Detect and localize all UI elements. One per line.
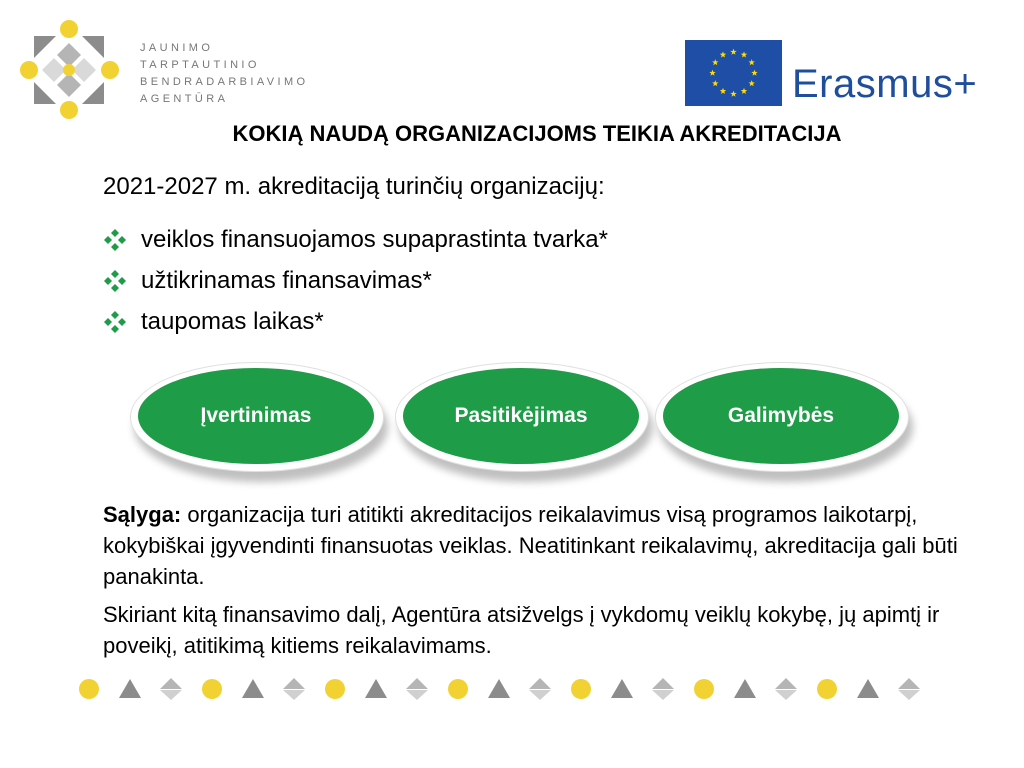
condition-label: Sąlyga: (103, 502, 182, 527)
grey-triangle-icon (488, 679, 510, 698)
grey-diamond-icon (652, 678, 674, 700)
bullet-label: užtikrinamas finansavimas* (141, 266, 432, 294)
grey-diamond-icon (283, 678, 305, 700)
oval-label: Įvertinimas (138, 368, 374, 464)
condition-block (103, 499, 983, 661)
oval-label: Galimybės (663, 368, 899, 464)
yellow-dot-icon (571, 679, 591, 699)
bullet-label: taupomas laikas* (141, 307, 324, 335)
yellow-dot-icon (79, 679, 99, 699)
oval-opportunities (655, 362, 917, 482)
agency-name-line: AGENTŪRA (140, 93, 229, 105)
eu-flag-icon (685, 40, 782, 106)
page-title: KOKIĄ NAUDĄ ORGANIZACIJOMS TEIKIA AKREDITACIJA (232, 121, 842, 146)
grey-diamond-icon (529, 678, 551, 700)
agency-name-line: TARPTAUTINIO (140, 59, 260, 71)
agency-name-line: JAUNIMO (140, 42, 214, 54)
erasmus-plus-logo: Erasmus+ (792, 62, 978, 106)
condition-paragraph (103, 499, 983, 592)
grey-diamond-icon (898, 678, 920, 700)
yellow-dot-icon (448, 679, 468, 699)
oval-label: Pasitikėjimas (403, 368, 639, 464)
oval-evaluation (130, 362, 392, 482)
yellow-dot-icon (202, 679, 222, 699)
list-item (103, 301, 608, 342)
grey-triangle-icon (857, 679, 879, 698)
benefit-list (103, 219, 608, 342)
agency-name (140, 40, 309, 108)
grey-diamond-icon (406, 678, 428, 700)
jta-logo-icon (18, 18, 126, 122)
four-diamond-bullet-icon (103, 228, 127, 252)
grey-triangle-icon (119, 679, 141, 698)
grey-triangle-icon (242, 679, 264, 698)
decorative-pattern-strip (78, 676, 938, 702)
grey-diamond-icon (775, 678, 797, 700)
grey-triangle-icon (611, 679, 633, 698)
list-item (103, 260, 608, 301)
yellow-dot-icon (694, 679, 714, 699)
intro-text: 2021-2027 m. akreditaciją turinčių organizacijų: (103, 173, 605, 200)
condition-text: organizacija turi atitikti akreditacijos reikalavimus visą programos laikotarpį, kokybiškai įgyvendinti finansuotas veiklas. Neatitinkant reikalavimų, akreditacija gali būti panakinta. (103, 502, 958, 589)
bullet-label: veiklos finansuojamos supaprastinta tvarka* (141, 225, 608, 253)
list-item (103, 219, 608, 260)
grey-triangle-icon (734, 679, 756, 698)
grey-triangle-icon (365, 679, 387, 698)
yellow-dot-icon (325, 679, 345, 699)
funding-paragraph: Skiriant kitą finansavimo dalį, Agentūra atsižvelgs į vykdomų veiklų kokybę, jų apimtį ir poveikį, atitikimą kitiems reikalavimams. (103, 602, 940, 658)
grey-diamond-icon (160, 678, 182, 700)
four-diamond-bullet-icon (103, 269, 127, 293)
four-diamond-bullet-icon (103, 310, 127, 334)
yellow-dot-icon (817, 679, 837, 699)
oval-trust (395, 362, 657, 482)
agency-name-line: BENDRADARBIAVIMO (140, 76, 309, 88)
